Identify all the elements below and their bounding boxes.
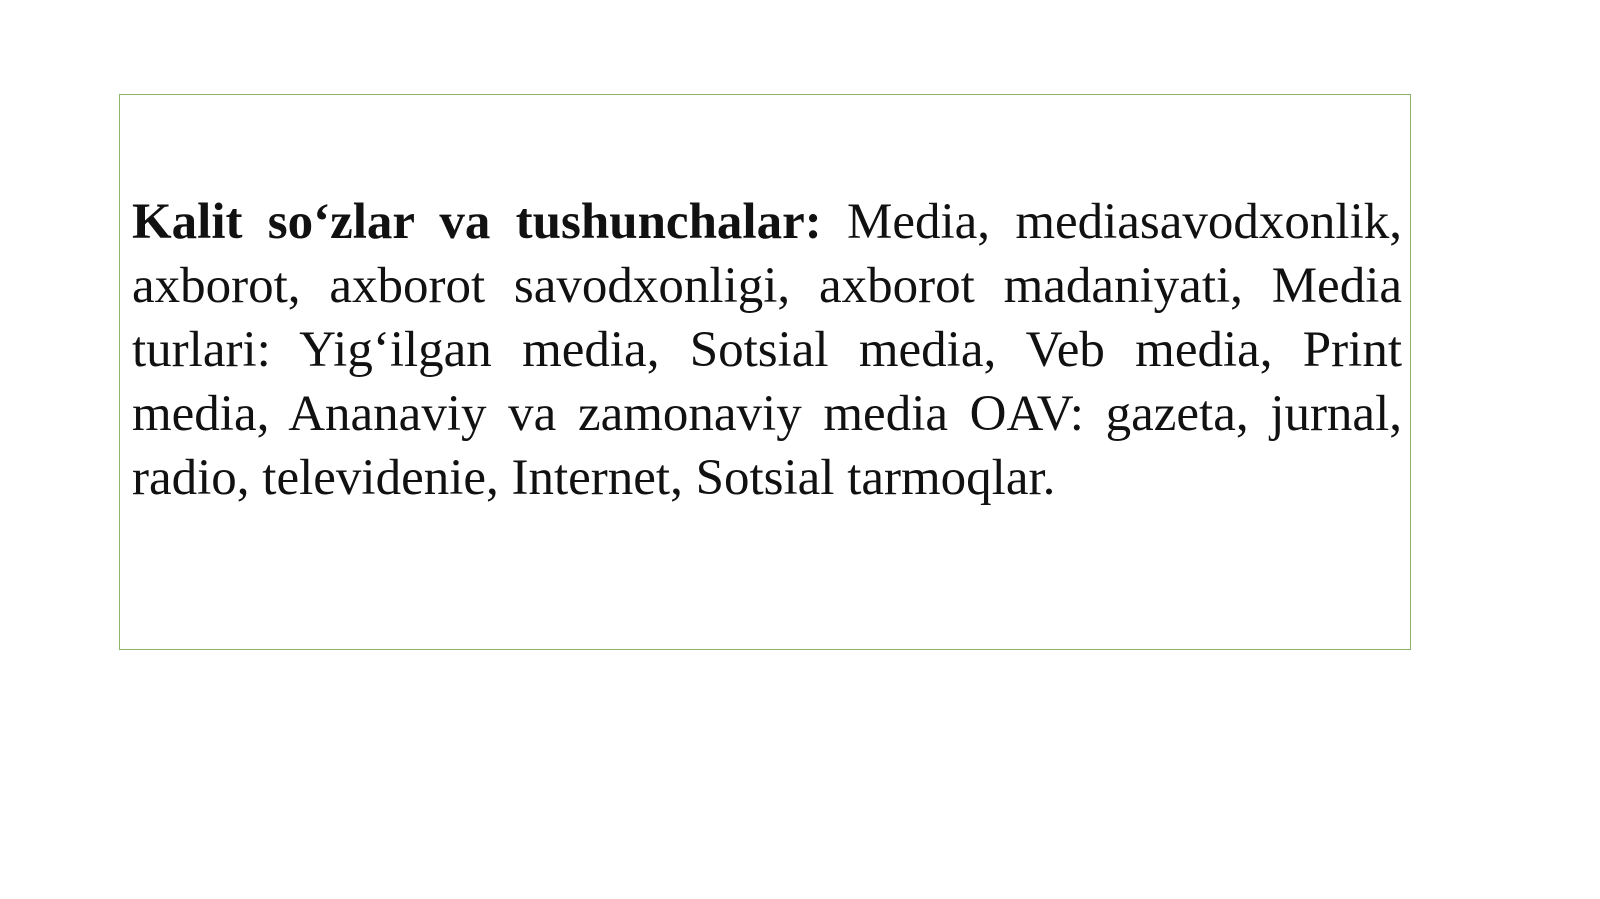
keywords-body: Media, mediasavodxonlik, axborot, axborot savodxonligi, axborot madaniyati, Media turlari: Yig‘ilgan media, Sotsial media, Veb media, Print media, Ananaviy va zamonaviy media OAV: gazeta, jurnal, radio, televidenie, Internet, Sotsial tarmoqlar.: [132, 194, 1403, 506]
keywords-box: [119, 94, 1411, 650]
keywords-heading: Kalit so‘zlar va tushunchalar:: [132, 194, 822, 250]
keywords-paragraph: [132, 190, 1402, 510]
